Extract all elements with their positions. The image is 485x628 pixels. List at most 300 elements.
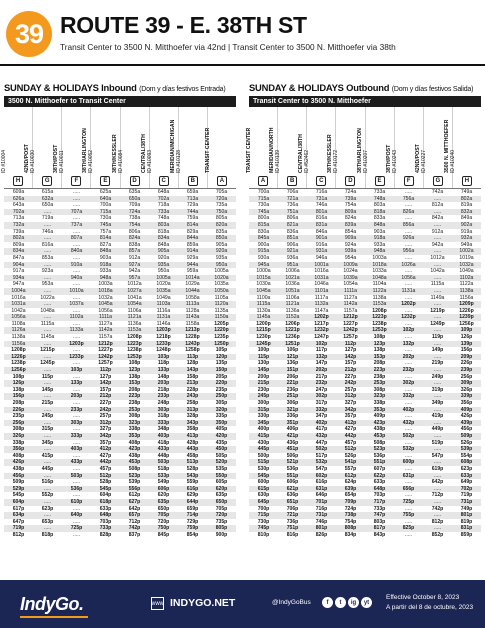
time-cell: 900a [249, 242, 278, 249]
time-cell: 712p [423, 492, 452, 499]
timepoint-letter: F [71, 176, 81, 186]
table-row [4, 347, 236, 354]
time-cell: ..... [394, 202, 423, 209]
time-cell: 453p [120, 459, 149, 466]
time-cell: 819p [452, 519, 481, 526]
time-cell: 412p [91, 446, 120, 453]
time-cell: 406p [278, 426, 307, 433]
table-row [4, 380, 236, 387]
time-cell: ..... [423, 367, 452, 374]
time-cell: ..... [62, 196, 91, 203]
time-cell: 245p [249, 393, 278, 400]
time-cell: 1111a [336, 288, 365, 295]
time-cell: ..... [394, 440, 423, 447]
time-cell: 451p [278, 446, 307, 453]
time-cell: 745p [249, 525, 278, 532]
time-cell: 806a [278, 215, 307, 222]
time-cell: 442p [336, 433, 365, 440]
time-cell: 1203p [149, 327, 178, 334]
time-cell: 536p [365, 453, 394, 460]
time-cell: ..... [33, 407, 62, 414]
time-cell: 623p [452, 466, 481, 473]
time-cell: 353p [365, 407, 394, 414]
timepoint-letter: C [316, 176, 326, 186]
table-row [249, 446, 481, 453]
time-cell: ..... [33, 209, 62, 216]
time-cell: 1032a [452, 262, 481, 269]
time-cell: 731a [307, 196, 336, 203]
table-row [249, 400, 481, 407]
time-cell: 1056a [4, 314, 33, 321]
time-cell: 809a [4, 242, 33, 249]
time-cell: 1146a [149, 321, 178, 328]
time-cell: 1100a [249, 295, 278, 302]
time-cell: 1239p [452, 314, 481, 321]
time-cell: 551p [365, 459, 394, 466]
time-cell: 1253p [365, 327, 394, 334]
time-cell: 1138a [452, 288, 481, 295]
time-cell: 248p [149, 400, 178, 407]
time-cell: 803p [365, 519, 394, 526]
time-cell: 319p [423, 387, 452, 394]
timepoint-letter: A [258, 176, 268, 186]
time-cell: 1153a [120, 327, 149, 334]
time-cell: 426p [452, 413, 481, 420]
time-cell: 230p [249, 387, 278, 394]
time-cell: 1228p [178, 334, 207, 341]
time-cell: 1236p [278, 334, 307, 341]
time-cell: 250p [207, 393, 236, 400]
time-cell: 739a [336, 196, 365, 203]
time-cell: 223p [365, 367, 394, 374]
timepoint-letter: D [345, 176, 355, 186]
time-cell: 1249p [423, 321, 452, 328]
time-cell: 447p [307, 440, 336, 447]
time-cell: 153p [120, 380, 149, 387]
time-cell: ..... [62, 308, 91, 315]
time-cell: 1049a [452, 268, 481, 275]
time-cell: ..... [62, 426, 91, 433]
effective-date-es: A partir del 8 de octubre, 2023 [386, 604, 474, 611]
time-cell: 145p [249, 367, 278, 374]
time-cell: 715p [249, 512, 278, 519]
table-row [249, 321, 481, 328]
time-cell: 1003a [91, 281, 120, 288]
logo-text: IndyGo. [20, 594, 84, 614]
time-cell: ..... [394, 242, 423, 249]
time-cell: 148p [149, 374, 178, 381]
time-cell: 400p [249, 426, 278, 433]
youtube-icon[interactable]: yt [361, 597, 372, 608]
inbound-stop-headers [1, 107, 236, 189]
time-cell: 1020a [149, 281, 178, 288]
table-row [249, 202, 481, 209]
time-cell: 309p [452, 380, 481, 387]
time-cell: 1010a [62, 288, 91, 295]
time-cell: 650p [207, 499, 236, 506]
time-cell: 508p [120, 466, 149, 473]
time-cell: 100p [249, 347, 278, 354]
time-cell: 600p [394, 459, 423, 466]
time-cell: 552p [33, 492, 62, 499]
stop-name-text: 38TH/ARLINGTON [82, 128, 89, 173]
time-cell: 826a [394, 209, 423, 216]
table-row [249, 295, 481, 302]
stop-id: ID #10093 [146, 149, 153, 173]
time-cell: 1238p [4, 360, 33, 367]
table-row [4, 229, 236, 236]
time-cell: 853a [33, 255, 62, 262]
time-cell: ..... [62, 215, 91, 222]
time-cell: 702a [149, 196, 178, 203]
time-cell: ..... [394, 400, 423, 407]
time-cell: 532p [307, 459, 336, 466]
time-cell: 326p [4, 433, 33, 440]
time-cell: 147p [307, 360, 336, 367]
time-cell: 1000a [249, 268, 278, 275]
time-cell: 909a [336, 235, 365, 242]
stop-name [357, 109, 369, 173]
time-cell: 308p [4, 426, 33, 433]
time-cell: 631p [394, 473, 423, 480]
time-cell: 1006a [278, 268, 307, 275]
time-cell: 824a [120, 235, 149, 242]
time-cell: 203p [149, 380, 178, 387]
time-cell: 619p [423, 466, 452, 473]
time-cell: 631p [307, 486, 336, 493]
twitter-icon[interactable]: t [335, 597, 346, 608]
inbound-direction: Inbound [101, 82, 137, 93]
time-cell: 815a [249, 222, 278, 229]
table-row [249, 512, 481, 519]
time-cell: ..... [33, 446, 62, 453]
inbound-day-label: SUNDAY & HOLIDAYS [4, 82, 99, 93]
website-link[interactable]: INDYGO.NET [170, 597, 236, 609]
time-cell: 748a [365, 196, 394, 203]
table-row [4, 222, 236, 229]
table-row [249, 196, 481, 203]
stop-id: ID #10052 [88, 149, 95, 173]
time-cell: 405p [207, 426, 236, 433]
time-cell: 805p [207, 525, 236, 532]
time-cell: 103p [149, 354, 178, 361]
outbound-direction: Outbound [346, 82, 390, 93]
time-cell: 348p [149, 426, 178, 433]
indygo-logo [20, 594, 88, 618]
time-cell: 136p [278, 360, 307, 367]
time-cell: 1106a [278, 295, 307, 302]
time-cell: 243p [178, 393, 207, 400]
time-cell: 814a [91, 235, 120, 242]
time-cell: 905a [149, 248, 178, 255]
time-cell: 1142a [336, 301, 365, 308]
time-cell: ..... [33, 314, 62, 321]
time-cell: 754p [336, 519, 365, 526]
stop-name [82, 109, 94, 173]
time-cell: ..... [62, 242, 91, 249]
time-cell: 426p [4, 459, 33, 466]
time-cell: 745a [249, 209, 278, 216]
time-cell: 1103a [149, 301, 178, 308]
time-cell: 754a [336, 202, 365, 209]
table-row [4, 215, 236, 222]
stop-name-text: CENTRAL/38TH [140, 134, 147, 173]
time-cell: 1223p [120, 341, 149, 348]
time-cell: 215p [249, 380, 278, 387]
stop-name [327, 109, 339, 173]
time-cell: 428p [178, 440, 207, 447]
time-cell: ..... [33, 354, 62, 361]
time-cell: ..... [423, 354, 452, 361]
time-cell: 717p [365, 499, 394, 506]
time-cell: 846a [307, 229, 336, 236]
time-cell: ..... [423, 486, 452, 493]
time-cell: 1120a [207, 301, 236, 308]
table-row [4, 512, 236, 519]
time-cell: 233p [62, 407, 91, 414]
time-cell: 305p [207, 400, 236, 407]
time-cell: 132p [307, 354, 336, 361]
time-cell: 1056a [91, 308, 120, 315]
table-row [249, 288, 481, 295]
time-cell: 1002a [452, 248, 481, 255]
social-handle[interactable]: @IndyGoBus [272, 599, 311, 606]
time-cell: 702p [452, 486, 481, 493]
time-cell: 506p [278, 453, 307, 460]
time-cell: 1142a [91, 327, 120, 334]
time-cell: 128p [178, 360, 207, 367]
stop-name [415, 109, 427, 173]
stop-name-text: MERIDIAN/NORTH [269, 127, 276, 173]
table-row [4, 453, 236, 460]
time-cell: 902a [452, 222, 481, 229]
time-cell: 900p [207, 532, 236, 539]
facebook-icon[interactable]: f [322, 597, 333, 608]
time-cell: 502p [394, 433, 423, 440]
time-cell: 802a [452, 196, 481, 203]
time-cell: 1005a [207, 268, 236, 275]
time-cell: 1206p [278, 321, 307, 328]
time-cell: ..... [33, 525, 62, 532]
time-cell: 719a [33, 215, 62, 222]
time-cell: ..... [423, 459, 452, 466]
time-cell: 633p [365, 479, 394, 486]
time-cell: 208p [4, 400, 33, 407]
logo-underline [20, 616, 88, 618]
time-cell: 557p [336, 466, 365, 473]
time-cell: 1156a [4, 341, 33, 348]
time-cell: 559p [178, 479, 207, 486]
route-subtitle: Transit Center to 3500 N. Mitthoefer via 42nd | Transit Center to 3500 N. Mitthoefer via 38th [60, 42, 396, 52]
time-cell: 609a [4, 189, 33, 196]
table-row [4, 202, 236, 209]
time-cell: 755p [394, 512, 423, 519]
time-cell: 1213p [178, 327, 207, 334]
table-row [249, 499, 481, 506]
stop-id: ID #10172 [333, 149, 340, 173]
time-cell: 530p [249, 466, 278, 473]
time-cell: 731p [452, 499, 481, 506]
time-cell: 736a [278, 202, 307, 209]
time-cell: 528p [91, 479, 120, 486]
time-cell: 1036a [278, 281, 307, 288]
time-cell: 719p [452, 492, 481, 499]
time-cell: 1242p [91, 354, 120, 361]
table-row [249, 473, 481, 480]
time-cell: 138p [120, 374, 149, 381]
time-cell: ..... [62, 440, 91, 447]
time-cell: 138p [4, 387, 33, 394]
time-cell: 257p [336, 387, 365, 394]
time-cell: 834a [149, 235, 178, 242]
table-row [249, 387, 481, 394]
time-cell: 812p [4, 532, 33, 539]
time-cell: 545p [249, 473, 278, 480]
time-cell: 803a [365, 202, 394, 209]
table-row [249, 327, 481, 334]
time-cell: ..... [423, 473, 452, 480]
time-cell: 302p [307, 393, 336, 400]
time-cell: 215p [33, 400, 62, 407]
time-cell: ..... [394, 268, 423, 275]
time-cell: 1205p [207, 321, 236, 328]
time-cell: 415p [33, 453, 62, 460]
time-cell: 235p [4, 413, 33, 420]
time-cell: 541p [336, 459, 365, 466]
time-cell: 157p [336, 360, 365, 367]
time-cell: 854a [336, 229, 365, 236]
time-cell: 848a [149, 242, 178, 249]
time-cell: 828p [91, 532, 120, 539]
time-cell: 945a [249, 262, 278, 269]
stop-id: ID #10227 [420, 149, 427, 173]
time-cell: 1257p [91, 360, 120, 367]
time-cell: 412p [336, 420, 365, 427]
time-cell: 408p [120, 440, 149, 447]
time-cell: 831a [307, 222, 336, 229]
table-row [4, 281, 236, 288]
time-cell: 625a [91, 189, 120, 196]
time-cell: ..... [423, 235, 452, 242]
table-row [4, 314, 236, 321]
time-cell: 746p [307, 519, 336, 526]
time-cell: 103p [62, 367, 91, 374]
time-cell: 333p [149, 420, 178, 427]
time-cell: 1016a [4, 295, 33, 302]
time-cell: 745a [91, 222, 120, 229]
time-cell: 705a [207, 189, 236, 196]
time-cell: 640a [91, 196, 120, 203]
time-cell: ..... [33, 512, 62, 519]
time-cell: 806a [120, 229, 149, 236]
time-cell: 1020a [207, 275, 236, 282]
time-cell: 420p [207, 433, 236, 440]
table-row [249, 268, 481, 275]
time-cell: 1003a [365, 255, 394, 262]
time-cell: ..... [33, 275, 62, 282]
time-cell: 227p [91, 400, 120, 407]
time-cell: 1127a [336, 295, 365, 302]
time-cell: 948a [365, 248, 394, 255]
time-cell: 620p [149, 492, 178, 499]
table-row [4, 400, 236, 407]
time-cell: ..... [394, 426, 423, 433]
time-cell: ..... [394, 347, 423, 354]
time-cell: ..... [33, 367, 62, 374]
time-cell: 746a [33, 229, 62, 236]
time-cell: ..... [423, 314, 452, 321]
time-cell: 423p [365, 420, 394, 427]
time-cell: 736p [278, 519, 307, 526]
time-cell: 1048a [365, 275, 394, 282]
time-cell: 705p [149, 512, 178, 519]
time-cell: 746a [307, 202, 336, 209]
table-row [249, 440, 481, 447]
time-cell: 438p [4, 466, 33, 473]
stop-name-text: TRANSIT CENTER [204, 127, 211, 173]
time-cell: 315p [249, 407, 278, 414]
time-cell: ..... [62, 413, 91, 420]
time-cell: 946a [307, 255, 336, 262]
time-cell: 433p [62, 459, 91, 466]
time-cell: 852p [423, 532, 452, 539]
time-cell: 1238p [365, 321, 394, 328]
time-cell: ..... [62, 268, 91, 275]
time-cell: ..... [33, 473, 62, 480]
instagram-icon[interactable]: ig [348, 597, 359, 608]
timepoint-letter: G [42, 176, 52, 186]
time-cell: 1128a [178, 308, 207, 315]
table-row [249, 492, 481, 499]
time-cell: 545p [4, 492, 33, 499]
time-cell: 705p [207, 506, 236, 513]
time-cell: 442p [91, 459, 120, 466]
time-cell: 112p [336, 341, 365, 348]
time-cell: ..... [394, 215, 423, 222]
time-cell: 1245p [249, 341, 278, 348]
time-cell: 150p [207, 367, 236, 374]
time-cell: 926a [394, 235, 423, 242]
time-cell: 748a [149, 215, 178, 222]
time-cell: 1157a [91, 334, 120, 341]
table-row [249, 453, 481, 460]
table-row [249, 275, 481, 282]
time-cell: 850a [207, 235, 236, 242]
time-cell: 715a [91, 209, 120, 216]
time-cell: 239p [452, 367, 481, 374]
time-cell: 759p [178, 525, 207, 532]
time-cell: 1042a [423, 268, 452, 275]
time-cell: 308p [120, 413, 149, 420]
time-cell: 115p [249, 354, 278, 361]
time-cell: 432p [394, 420, 423, 427]
time-cell: 903a [91, 255, 120, 262]
time-cell: 253p [365, 380, 394, 387]
time-cell: 824a [336, 215, 365, 222]
time-cell: 443p [178, 446, 207, 453]
time-cell: 602p [307, 473, 336, 480]
time-cell: 427p [91, 453, 120, 460]
time-cell: 1035a [149, 288, 178, 295]
time-cell: 1029a [178, 281, 207, 288]
time-cell: 903a [365, 229, 394, 236]
time-cell: 854p [178, 532, 207, 539]
time-cell: 812p [423, 519, 452, 526]
time-cell: 328p [178, 413, 207, 420]
time-cell: 236p [278, 387, 307, 394]
table-row [4, 473, 236, 480]
stop-id: ID #10084 [117, 149, 124, 173]
